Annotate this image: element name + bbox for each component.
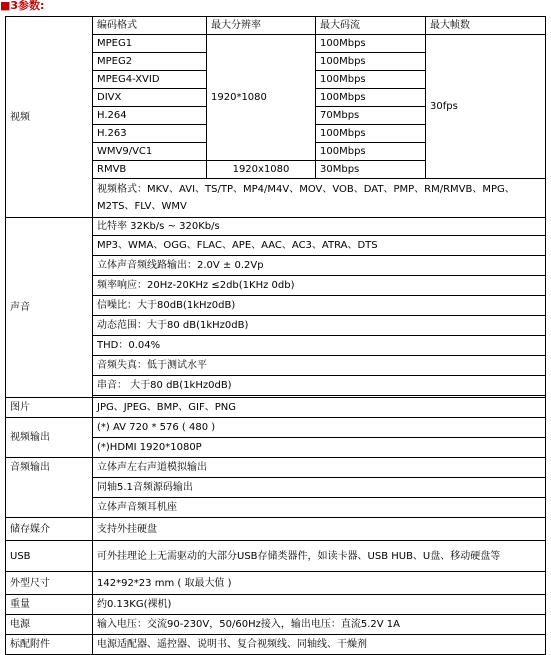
max-resolution-cell: 1920*1080: [207, 35, 316, 161]
audio-dynamic-range: 动态范围：大于80 dB(1kHz0dB): [93, 316, 546, 336]
video-out-av: (*) AV 720 * 576 ( 480 ): [93, 418, 546, 438]
usb-label: USB: [6, 541, 93, 572]
bitrate-cell: 70Mbps: [316, 107, 426, 125]
audio-out-analog: 立体声左右声道模拟输出: [93, 458, 546, 478]
audio-freq-response: 频率响应：20Hz-20KHz ≤2db(1KHz 0db): [93, 276, 546, 296]
audio-thd: THD：0.04%: [93, 336, 546, 356]
codec-cell: MPEG4-XVID: [93, 71, 207, 89]
picture-formats: JPG、JPEG、BMP、GIF、PNG: [93, 398, 546, 418]
audio-out-earphone: 立体声音频耳机座: [93, 498, 546, 518]
codec-cell: DIVX: [93, 89, 207, 107]
storage-value: 支持外挂硬盘: [93, 518, 546, 541]
audio-formats: MP3、WMA、OGG、FLAC、APE、AAC、AC3、ATRA、DTS: [93, 236, 546, 256]
codec-cell: H.264: [93, 107, 207, 125]
codec-cell: RMVB: [93, 161, 207, 179]
size-value: 142*92*23 mm ( 取最大值 ): [93, 572, 546, 595]
section-title: ■3参数:: [0, 0, 45, 12]
bitrate-cell: 100Mbps: [316, 143, 426, 161]
codec-cell: MPEG2: [93, 53, 207, 71]
audio-crosstalk: 串音： 大于80 dB(1kHz0dB): [93, 376, 546, 396]
max-fps-cell: 30fps: [426, 35, 546, 179]
bitrate-cell: 100Mbps: [316, 53, 426, 71]
codec-cell: WMV9/VC1: [93, 143, 207, 161]
bitrate-cell: 100Mbps: [316, 35, 426, 53]
bitrate-cell: 100Mbps: [316, 125, 426, 143]
size-label: 外型尺寸: [6, 572, 93, 595]
header-codec: 编码格式: [93, 17, 207, 35]
header-fps: 最大帧数: [426, 17, 546, 35]
audio-line-out: 立体声音频线路输出：2.0V ± 0.2Vp: [93, 256, 546, 276]
audio-bitrate: 比特率 32Kb/s ~ 320Kb/s: [93, 218, 546, 236]
video-formats: 视频格式：MKV、AVI、TS/TP、MP4/M4V、MOV、VOB、DAT、PMP、RM/RMVB、MPG、M2TS、FLV、WMV: [93, 179, 546, 218]
usb-value: 可外挂理论上无需驱动的大部分USB存储类器件，如读卡器、USB HUB、U盘、移动硬盘等: [93, 541, 546, 572]
spec-table: [5, 16, 546, 655]
audio-out-coax: 同轴5.1音频源码输出: [93, 478, 546, 498]
audio-out-label: 音频输出: [6, 458, 93, 518]
bitrate-cell: 100Mbps: [316, 71, 426, 89]
audio-distortion: 音频失真：低于测试水平: [93, 356, 546, 376]
audio-snr: 信噪比：大于80dB(1kHz0dB): [93, 296, 546, 316]
audio-label: 声音: [6, 218, 93, 398]
codec-cell: MPEG1: [93, 35, 207, 53]
power-label: 电源: [6, 615, 93, 635]
video-label: 视频: [6, 17, 93, 218]
bitrate-cell: 100Mbps: [316, 89, 426, 107]
accessories-value: 电源适配器、遥控器、说明书、复合视频线、同轴线、干燥剂: [93, 635, 546, 655]
storage-label: 储存媒介: [6, 518, 93, 541]
rmvb-resolution-cell: 1920x1080: [207, 161, 316, 179]
codec-cell: H.263: [93, 125, 207, 143]
picture-label: 图片: [6, 398, 93, 418]
video-out-hdmi: (*)HDMI 1920*1080P: [93, 438, 546, 458]
header-bitrate: 最大码流: [316, 17, 426, 35]
power-value: 输入电压：交流90-230V，50/60Hz接入，输出电压：直流5.2V 1A: [93, 615, 546, 635]
weight-label: 重量: [6, 595, 93, 615]
bitrate-cell: 30Mbps: [316, 161, 426, 179]
header-resolution: 最大分辨率: [207, 17, 316, 35]
weight-value: 约0.13KG(裸机): [93, 595, 546, 615]
video-out-label: 视频输出: [6, 418, 93, 458]
accessories-label: 标配附件: [6, 635, 93, 655]
